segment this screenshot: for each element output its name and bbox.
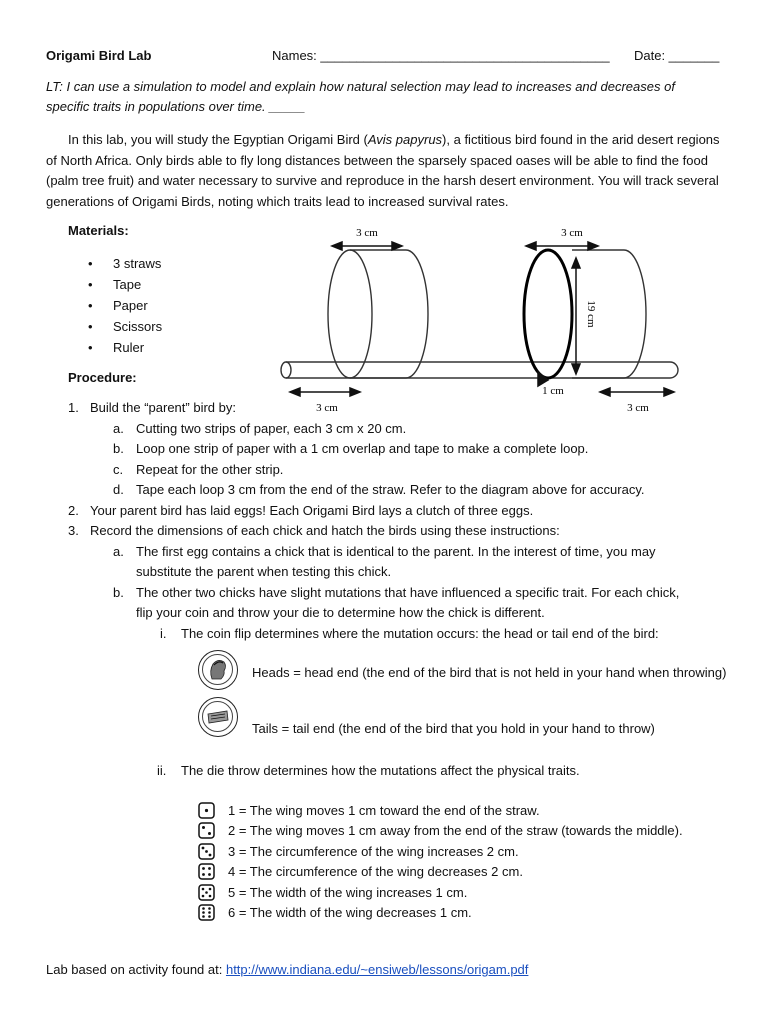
die-three-icon (198, 843, 215, 860)
list-item (88, 274, 162, 295)
overlap-loop-shape (524, 250, 572, 378)
material-item-label: Tape (113, 277, 142, 292)
sub-letter: a. (113, 544, 124, 559)
material-item-label: Ruler (113, 340, 145, 355)
step-1c-text: Repeat for the other strip. (136, 462, 284, 477)
materials-heading: Materials: (68, 223, 129, 238)
die-rule-3: 3 = The circumference of the wing increases 2 cm. (228, 844, 519, 859)
dimension-arrows (290, 242, 674, 396)
die-rule-4: 4 = The circumference of the wing decreases 2 cm. (228, 864, 523, 879)
coin-heads-icon (198, 650, 238, 690)
straw-shape (281, 362, 678, 378)
label-top-right: 3 cm (561, 227, 583, 239)
die-rule-2: 2 = The wing moves 1 cm away from the end of the straw (towards the middle). (228, 823, 683, 838)
step-number: 1. (68, 400, 79, 415)
intro-paragraph (46, 130, 726, 212)
coin-tails-text: Tails = tail end (the end of the bird that you hold in your hand to throw) (252, 721, 655, 736)
material-item-label: Paper (113, 298, 148, 313)
bullet-icon: • (88, 277, 93, 292)
footer-prefix: Lab based on activity found at: (46, 962, 226, 977)
label-bottom-right: 3 cm (627, 402, 649, 414)
die-one-icon (198, 802, 215, 819)
list-item (88, 253, 162, 274)
date-field[interactable]: Date: _______ (634, 48, 720, 63)
die-rule-5: 5 = The width of the wing increases 1 cm. (228, 885, 468, 900)
step-3b-line2: flip your coin and throw your die to determine how the chick is different. (136, 605, 545, 620)
label-circumference: 19 cm (585, 300, 597, 328)
sub-letter: b. (113, 585, 124, 600)
coin-heads-text: Heads = head end (the end of the bird that is not held in your hand when throwing) (252, 665, 727, 680)
step-1-text: Build the “parent” bird by: (90, 400, 236, 415)
die-five-icon (198, 884, 215, 901)
step-3a-line1: The first egg contains a chick that is identical to the parent. In the interest of time, you may (136, 544, 656, 559)
intro-text-a: In this lab, you will study the Egyptian Origami Bird ( (68, 132, 368, 147)
label-top-left: 3 cm (356, 227, 378, 239)
sub-letter: a. (113, 421, 124, 436)
sub-numeral: ii. (157, 763, 167, 778)
step-3-text: Record the dimensions of each chick and hatch the birds using these instructions: (90, 523, 560, 538)
sub-letter: c. (113, 462, 124, 477)
step-1b-text: Loop one strip of paper with a 1 cm overlap and tape to make a complete loop. (136, 441, 589, 456)
list-item (88, 316, 162, 337)
step-3a-line2: substitute the parent when testing this chick. (136, 564, 392, 579)
step-3b-ii-text: The die throw determines how the mutations affect the physical traits. (181, 763, 580, 778)
names-field[interactable]: Names: ________________________________________ (272, 48, 610, 63)
material-item-label: Scissors (113, 319, 163, 334)
label-overlap: 1 cm (542, 385, 564, 397)
sub-letter: b. (113, 441, 124, 456)
step-number: 3. (68, 523, 79, 538)
step-2-text: Your parent bird has laid eggs! Each Origami Bird lays a clutch of three eggs. (90, 503, 534, 518)
coin-heads-portrait (199, 651, 236, 688)
step-1a-text: Cutting two strips of paper, each 3 cm x 20 cm. (136, 421, 407, 436)
intro-text-b: ), a fictitious bird found in the arid desert regions of North Africa. Only birds able to fly long distances between the sparsely spaced oases will be able to find the food (palm tree fruit) and water necessary to survive and reproduce in the harsh desert environment. You will track several generations of Origami Birds, noting which traits lead to increased survival rates. (46, 132, 720, 209)
list-item (88, 295, 162, 316)
sub-numeral: i. (160, 626, 167, 641)
label-bottom-left: 3 cm (316, 402, 338, 414)
coin-tails-icon (198, 697, 238, 737)
material-item-label: 3 straws (113, 256, 162, 271)
list-item (88, 337, 162, 358)
step-3b-line1: The other two chicks have slight mutations that have influenced a specific trait. For each chick, (136, 585, 680, 600)
sub-letter: d. (113, 482, 124, 497)
bullet-icon: • (88, 319, 93, 334)
die-four-icon (198, 863, 215, 880)
intro-species: Avis papyrus (367, 132, 443, 147)
right-loop-shape (572, 250, 646, 378)
source-link[interactable]: http://www.indiana.edu/~ensiweb/lessons/origam.pdf (225, 962, 529, 977)
bullet-icon: • (88, 256, 93, 271)
page-title: Origami Bird Lab (46, 48, 152, 63)
step-1d-text: Tape each loop 3 cm from the end of the straw. Refer to the diagram above for accuracy. (136, 482, 645, 497)
learning-target-line1: LT: I can use a simulation to model and explain how natural selection may lead to increases and decreases of (46, 79, 675, 94)
bullet-icon: • (88, 298, 93, 313)
step-number: 2. (68, 503, 79, 518)
die-rule-1: 1 = The wing moves 1 cm toward the end of the straw. (228, 803, 540, 818)
coin-tails-emblem (199, 698, 236, 735)
bullet-icon: • (88, 340, 93, 355)
footer-citation (46, 962, 528, 977)
origami-bird-diagram (272, 222, 692, 422)
left-loop-shape (328, 250, 428, 378)
materials-list (88, 253, 162, 358)
learning-target-line2: specific traits in populations over time. _____ (46, 99, 306, 114)
die-rule-6: 6 = The width of the wing decreases 1 cm. (228, 905, 472, 920)
die-two-icon (198, 822, 215, 839)
procedure-heading: Procedure: (68, 370, 137, 385)
die-six-icon (198, 904, 215, 921)
step-3b-i-text: The coin flip determines where the mutation occurs: the head or tail end of the bird: (181, 626, 659, 641)
